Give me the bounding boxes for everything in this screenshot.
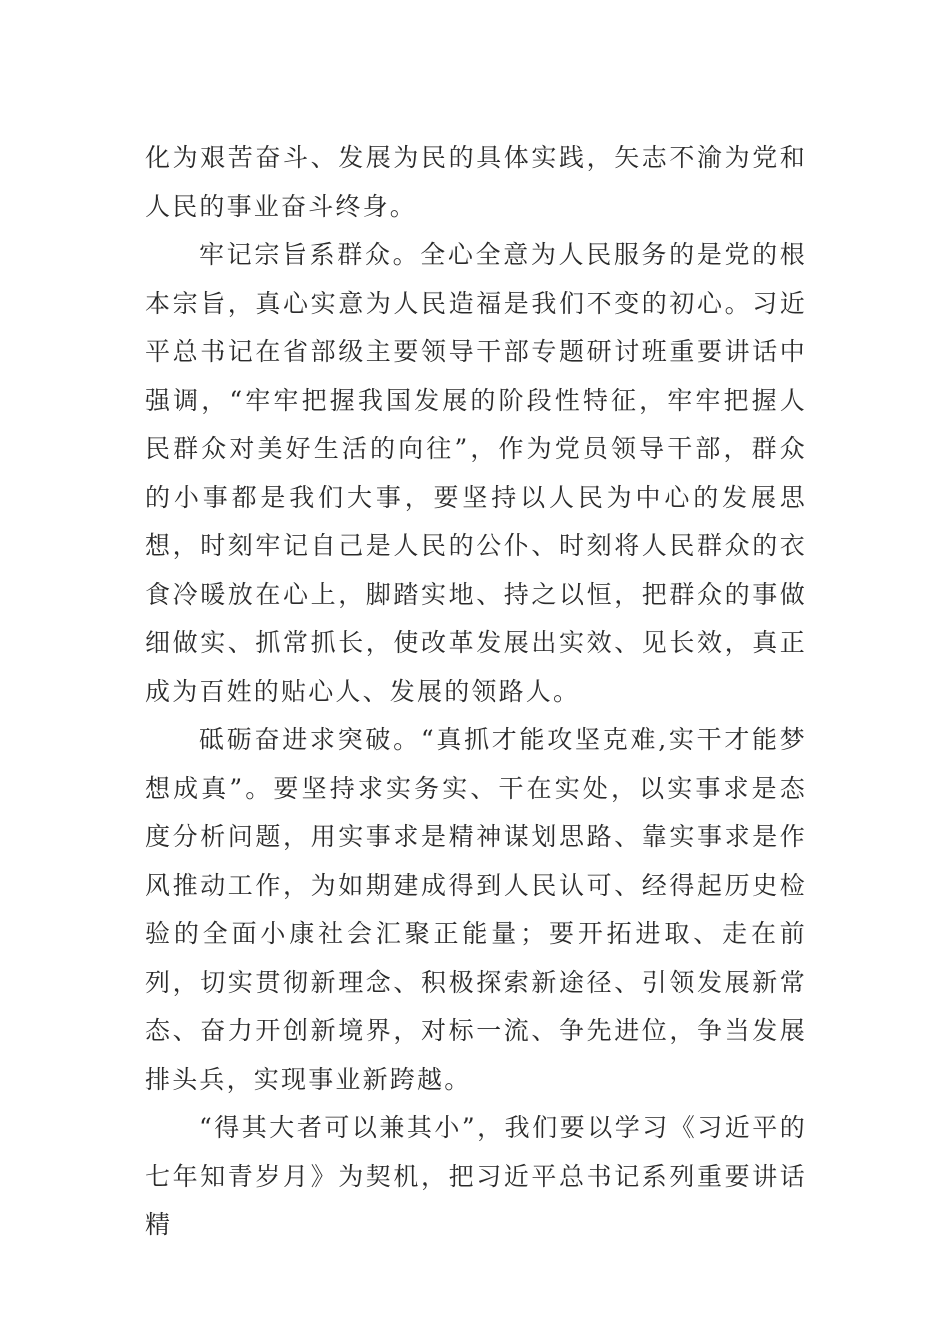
body-text	[145, 134, 807, 1250]
paragraph-continuation: 化为艰苦奋斗、发展为民的具体实践，矢志不渝为党和人民的事业奋斗终身。	[145, 143, 807, 221]
paragraph-serve-people: 牢记宗旨系群众。全心全意为人民服务的是党的根本宗旨，真心实意为人民造福是我们不变的初心。习近平总书记在省部级主要领导干部专题研讨班重要讲话中强调，“牢牢把握我国发展的阶段性特征，牢牢把握人民群众对美好生活的向往”，作为党员领导干部，群众的小事都是我们大事，要坚持以人民为中心的发展思想，时刻牢记自己是人民的公仆、时刻将人民群众的衣食冷暖放在心上，脚踏实地、持之以恒，把群众的事做细做实、抓常抓长，使改革发展出实效、见长效，真正成为百姓的贴心人、发展的领路人。	[145, 240, 807, 706]
paragraph-strive-forward: 砥砺奋进求突破。“真抓才能攻坚克难,实干才能梦想成真”。要坚持求实务实、干在实处，以实事求是态度分析问题，用实事求是精神谋划思路、靠实事求是作风推动工作，为如期建成得到人民认可、经得起历史检验的全面小康社会汇聚正能量；要开拓进取、走在前列，切实贯彻新理念、积极探索新途径、引领发展新常态、奋力开创新境界，对标一流、争先进位，争当发展排头兵，实现事业新跨越。	[145, 725, 807, 1094]
paragraph-study-opportunity: “得其大者可以兼其小”，我们要以学习《习近平的七年知青岁月》为契机，把习近平总书记系列重要讲话精	[145, 1113, 807, 1239]
